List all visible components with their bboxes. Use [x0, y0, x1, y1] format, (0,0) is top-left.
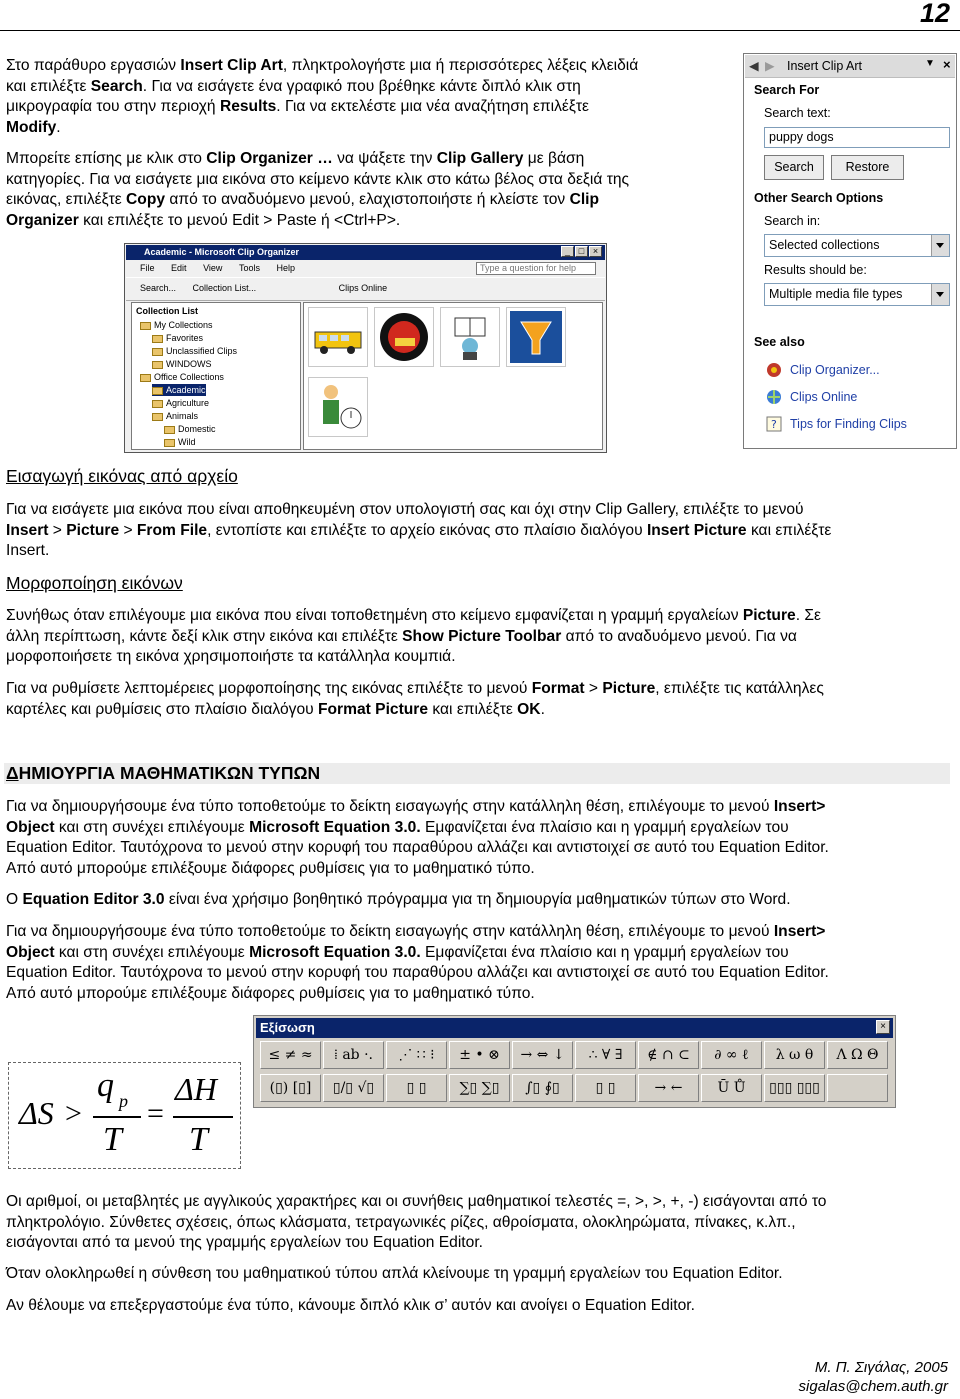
math-paragraph-6: Αν θέλουμε να επεξεργαστούμε ένα τύπο, κάνουμε διπλό κλικ σ’ αυτόν και ανοίγει ο Equation Editor. [6, 1297, 695, 1314]
school-bus-icon [309, 308, 367, 366]
folder-icon [152, 361, 163, 369]
folder-icon [164, 439, 175, 447]
equation-palette-button[interactable]: ▯ ▯ [386, 1074, 447, 1102]
clip-organizer-icon [766, 362, 782, 378]
tree-item[interactable]: Wild [164, 436, 196, 448]
tree-item[interactable]: Unclassified Clips [152, 345, 237, 357]
clip-thumbnail[interactable] [308, 307, 368, 367]
equation-palette-button[interactable]: ≤ ≠ ≈ [260, 1041, 321, 1069]
equation-palette-button[interactable]: ∴ ∀ ∃ [575, 1041, 636, 1069]
equation-palette-button[interactable]: ⋰ ∷ ⁝ [386, 1041, 447, 1069]
search-for-heading: Search For [754, 83, 820, 97]
clip-organizer-title: Academic - Microsoft Clip Organizer [126, 245, 605, 260]
clip-organizer-toolbar [126, 277, 605, 301]
equation-palette-button[interactable]: → ⇔ ↓ [512, 1041, 573, 1069]
footer-email: sigalas@chem.auth.gr [798, 1378, 948, 1395]
equation-dH: ΔH [175, 1071, 217, 1107]
folder-icon [152, 413, 163, 421]
equation-palette-button[interactable]: ∉ ∩ ⊂ [638, 1041, 699, 1069]
dropdown-icon[interactable]: ▼ [925, 58, 935, 69]
collection-list-header: Collection List [136, 306, 199, 316]
clips-online-link[interactable]: Clips Online [790, 390, 858, 404]
page-number: 12 [919, 0, 950, 28]
intro-paragraph-1: Στο παράθυρο εργασιών Insert Clip Art, πληκτρολογήστε μια ή περισσότερες λέξεις κλειδιά και επιλέξτε Search. Για να εισάγετε ένα γραφικό που βρέθηκε κάντε διπλό κλικ στη μικρογραφία του στην περιοχή Results. Για να εκτελέστε μια νέα αναζήτηση επιλέξτε Modify. [6, 57, 639, 136]
search-in-select[interactable] [764, 234, 950, 257]
fraction-bar [93, 1116, 141, 1118]
math-heading-rest: ΗΜΙΟΥΡΓΙΑ ΜΑΘΗΜΑΤΙΚΩΝ ΤΥΠΩΝ [18, 763, 321, 783]
math-paragraph-3: Για να δημιουργήσουμε ένα τύπο τοποθετούμε το δείκτη εισαγωγής στην κατάλληλη θέση, επιλέγουμε το μενού Insert> Object και στη συνέχει επιλέγουμε Microsoft Equation 3.0. Εμφανίζεται ένα πλαίσιο και η γραμμή εργαλείων του Equation Editor. Ταυτόχρονα το μενού στην κορυφή του παραθύρου αλλάζει και αντιστοιχεί σε αυτό του Equation Editor. Από αυτό μπορούμε επιλέξουμε διάφορες ρυθμίσεις για το μαθηματικό τύπο. [6, 923, 829, 1002]
equation-image [8, 1062, 241, 1169]
math-paragraph-4: Οι αριθμοί, οι μεταβλητές με αγγλικούς χαρακτήρες και οι συνήθεις μαθηματικοί τελεστές =, >, >, +, -) εισάγονται από το πληκτρολόγιο. Σύνθετες σχέσεις, όπως κλάσματα, τετραγωνικές ρίζες, αθροίσματα, ολοκληρώματα, πίνακες, κ.λπ., εισάγονται από τα μενού της γραμμής εργαλείων του Equation Editor. [6, 1193, 827, 1252]
tree-item[interactable]: Animals [152, 410, 198, 422]
menu-tools[interactable]: Tools [238, 263, 260, 273]
tree-item[interactable]: Favorites [152, 332, 203, 344]
search-in-label: Search in: [764, 214, 821, 228]
insert-from-file-paragraph: Για να εισάγετε μια εικόνα που είναι αποθηκευμένη στον υπολογιστή σας και όχι στην Clip Gallery, επιλέξτε το μενού Insert > Picture > From File, εντοπίστε και επιλέξτε το αρχείο εικόνας στο πλαίσιο διαλόγου Insert Picture και επιλέξτε Insert. [6, 501, 832, 560]
equation-toolbar-title: Εξίσωση [256, 1018, 893, 1038]
equation-toolbar [253, 1015, 896, 1108]
results-value: Multiple media file types [769, 287, 903, 301]
close-icon[interactable]: × [943, 57, 951, 72]
toolbar-clips-online[interactable]: Clips Online [338, 283, 388, 293]
clip-organizer-link[interactable]: Clip Organizer... [790, 363, 880, 377]
equation-palette-button[interactable]: ▯ ▯ [575, 1074, 636, 1102]
equation-lhs: ΔS [19, 1095, 54, 1131]
clip-thumbnail[interactable] [506, 307, 566, 367]
menu-file[interactable]: File [140, 263, 155, 273]
equation-palette-button[interactable]: λ ω θ [764, 1041, 825, 1069]
forward-arrow-icon[interactable]: ▶ [765, 59, 775, 73]
folder-icon [152, 400, 163, 408]
maximize-icon[interactable]: □ [575, 246, 588, 257]
footer-author: Μ. Π. Σιγάλας, 2005 [814, 1359, 948, 1376]
restore-button[interactable]: Restore [831, 155, 904, 180]
tree-item-selected[interactable]: Academic [152, 384, 206, 396]
tree-item[interactable]: My Collections [140, 319, 213, 331]
menu-edit[interactable]: Edit [171, 263, 187, 273]
folder-icon [164, 426, 175, 434]
math-heading [6, 763, 320, 784]
teacher-icon [309, 378, 367, 436]
tree-item[interactable]: Agriculture [152, 397, 209, 409]
folder-icon [152, 335, 163, 343]
folder-icon [152, 348, 163, 356]
clip-thumbnail-grid [303, 302, 603, 450]
results-label: Results should be: [764, 263, 867, 277]
clip-thumbnail[interactable] [308, 377, 368, 437]
help-question-input[interactable]: Type a question for help [476, 262, 596, 275]
equation-palette-button[interactable]: → ← [638, 1074, 699, 1102]
equation-palette-button[interactable]: ▯/▯ √▯ [323, 1074, 384, 1102]
equation-gt: > [65, 1097, 82, 1130]
insert-from-file-heading: Εισαγωγή εικόνας από αρχείο [6, 466, 238, 486]
menu-view[interactable]: View [203, 263, 223, 273]
folder-icon [140, 374, 151, 382]
search-in-value: Selected collections [769, 238, 880, 252]
clip-organizer-window [124, 243, 607, 453]
clip-thumbnail[interactable] [374, 307, 434, 367]
equation-palette-button[interactable]: ⁞ ab ·. [323, 1041, 384, 1069]
minimize-icon[interactable]: _ [561, 246, 574, 257]
format-pictures-heading: Μορφοποίηση εικόνων [6, 573, 183, 593]
see-also-heading: See also [754, 335, 805, 349]
equation-palette-button[interactable]: ∫▯ ∮▯ [512, 1074, 573, 1102]
close-icon[interactable]: × [589, 246, 602, 257]
equation-eq: = [147, 1097, 164, 1130]
header-rule [0, 30, 960, 31]
toolbar-search[interactable]: Search... [140, 283, 177, 293]
insert-clip-art-task-pane [743, 53, 957, 449]
math-paragraph-1: Για να δημιουργήσουμε ένα τύπο τοποθετούμε το δείκτη εισαγωγής στην κατάλληλη θέση, επιλέγουμε το μενού Insert> Object και στη συνέχει επιλέγουμε Microsoft Equation 3.0. Εμφανίζεται ένα πλαίσιο και η γραμμή εργαλείων του Equation Editor. Ταυτόχρονα το μενού στην κορυφή του παραθύρου αλλάζει και αντιστοιχεί σε αυτό του Equation Editor. Από αυτό μπορούμε επιλέξουμε διάφορες ρυθμίσεις για το μαθηματικό τύπο. [6, 798, 829, 877]
equation-palette-button[interactable] [827, 1074, 888, 1102]
equation-palette-button[interactable]: (▯) [▯] [260, 1074, 321, 1102]
task-pane-title: Insert Clip Art [787, 59, 863, 73]
fraction-bar [173, 1116, 233, 1118]
equation-palette-button[interactable]: Λ Ω Θ [827, 1041, 888, 1069]
equation-palette-button[interactable]: Ū Ů [701, 1074, 762, 1102]
search-text-label: Search text: [764, 106, 831, 120]
equation-p-subscript: p [119, 1091, 128, 1111]
equation-palette-button[interactable]: ∂ ∞ ℓ [701, 1041, 762, 1069]
folder-icon [152, 387, 163, 395]
apple-books-icon [375, 308, 433, 366]
equation-q: q [97, 1067, 114, 1104]
format-paragraph-1: Συνήθως όταν επιλέγουμε μια εικόνα που είναι τοποθετημένη στο κείμενο εμφανίζεται η γραμμή εργαλείων Picture. Σε άλλη περίπτωση, κάντε δεξί κλικ στην εικόνα και επιλέξτε Show Picture Toolbar από το αναδυόμενο μενού. Για να μορφοποιήσετε τη εικόνα χρησιμοποιήστε τα κατάλληλα κουμπιά. [6, 607, 821, 666]
equation-palette-button[interactable]: ± • ⊗ [449, 1041, 510, 1069]
reading-icon [441, 308, 499, 366]
menu-help[interactable]: Help [276, 263, 295, 273]
tree-item[interactable]: Office Collections [140, 371, 224, 383]
math-paragraph-5: Όταν ολοκληρωθεί η σύνθεση του μαθηματικού τύπου απλά κλείνουμε τη γραμμή εργαλείων του Equation Editor. [6, 1265, 783, 1282]
back-arrow-icon[interactable]: ◀ [749, 59, 759, 73]
footer [799, 1358, 948, 1396]
tips-link[interactable]: Tips for Finding Clips [790, 417, 907, 431]
svg-text:?: ? [771, 418, 777, 431]
help-icon [766, 416, 782, 432]
equation-palette-button[interactable]: ▯▯▯ ▯▯▯ [764, 1074, 825, 1102]
math-heading-first-letter: Δ [6, 763, 19, 783]
equation-palette-button[interactable]: ∑▯ ∑▯ [449, 1074, 510, 1102]
tree-item[interactable]: Domestic [164, 423, 216, 435]
chevron-down-icon[interactable] [931, 284, 949, 305]
clip-thumbnail[interactable] [440, 307, 500, 367]
chevron-down-icon[interactable] [931, 235, 949, 256]
close-icon[interactable]: × [876, 1020, 890, 1034]
equation-T2: T [189, 1121, 208, 1158]
search-button[interactable]: Search [764, 155, 824, 180]
toolbar-collection-list[interactable]: Collection List... [192, 283, 257, 293]
folder-icon [140, 322, 151, 330]
results-select[interactable] [764, 283, 950, 306]
format-paragraph-2: Για να ρυθμίσετε λεπτομέρειες μορφοποίησης της εικόνας επιλέξτε το μενού Format > Picture, επιλέξτε τις κατάλληλες καρτέλες και ρυθμίσεις στο πλαίσιο διαλόγου Format Picture και επιλέξτε OK. [6, 680, 824, 718]
other-search-options-heading: Other Search Options [754, 191, 884, 205]
collection-list-tree [131, 302, 301, 450]
task-pane-header [745, 55, 955, 78]
intro-paragraph-2: Μπορείτε επίσης με κλικ στο Clip Organizer … να ψάξετε την Clip Gallery με βάση κατηγορίες. Για να εισάγετε μια εικόνα στο κείμενο κάντε κλικ στο κάτω βέλος στα δεξιά της εικόνας, επιλέξτε Copy από το αναδυόμενο μενού, ελαχιστοποιήστε ή κλείστε τον Clip Organizer και επιλέξτε το μενού Edit > Paste ή <Ctrl+P>. [6, 150, 630, 229]
equation-T1: T [103, 1121, 122, 1158]
tree-item[interactable]: WINDOWS [152, 358, 212, 370]
funnel-icon [507, 308, 565, 366]
math-paragraph-2: Ο Equation Editor 3.0 είναι ένα χρήσιμο βοηθητικό πρόγραμμα για τη δημιουργία μαθηματικών τύπων στο Word. [6, 891, 791, 908]
search-text-input[interactable]: puppy dogs [764, 127, 950, 148]
globe-icon [766, 389, 782, 405]
